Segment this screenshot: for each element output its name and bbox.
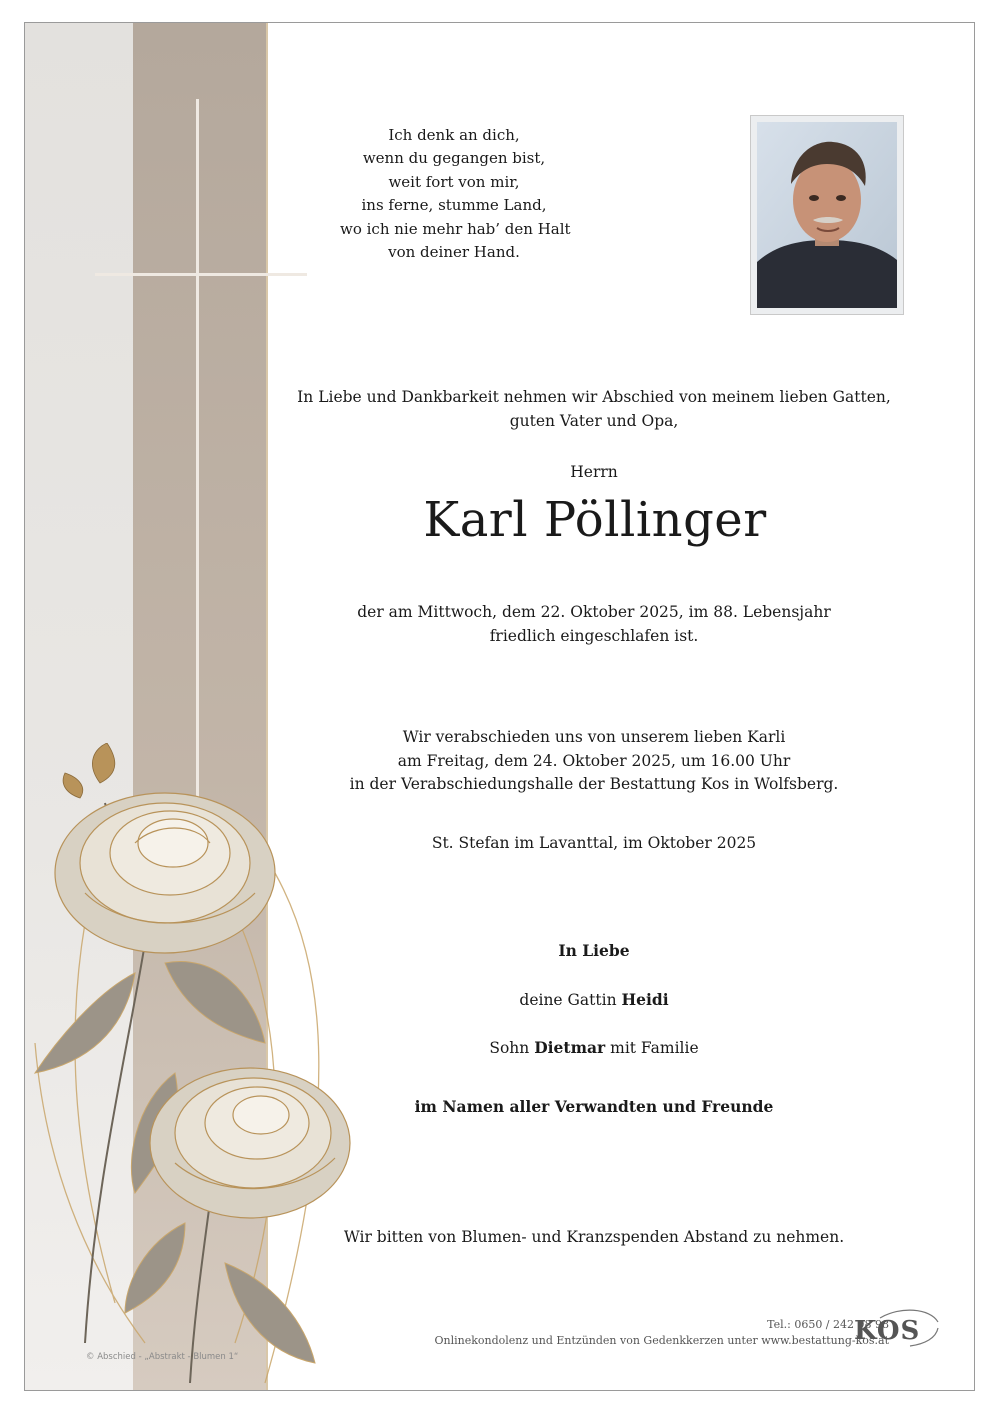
in-love-heading: In Liebe — [558, 941, 630, 960]
kos-logo — [850, 1306, 940, 1350]
son-suffix: mit Familie — [610, 1039, 699, 1057]
portrait-photo-frame — [750, 115, 904, 315]
portrait-photo — [757, 122, 897, 308]
logo-text: KOS — [854, 1316, 921, 1346]
mourner-son — [420, 1038, 768, 1057]
poem-line: wo ich nie mehr hab’ den Halt — [340, 219, 571, 238]
funeral-line: am Freitag, dem 24. Oktober 2025, um 16.00 Uhr — [397, 751, 791, 770]
poem-line: weit fort von mir, — [388, 172, 520, 191]
death-notice-line: friedlich eingeschlafen ist. — [489, 626, 699, 645]
deceased-name: Karl Pöllinger — [423, 492, 767, 548]
mourners-all: im Namen aller Verwandten und Freunde — [414, 1097, 774, 1116]
flowers-note: Wir bitten von Blumen- und Kranzspenden Abstand zu nehmen. — [343, 1228, 845, 1246]
poem-line: Ich denk an dich, — [388, 126, 520, 144]
funeral-line: Wir verabschieden uns von unserem lieben Karli — [402, 728, 786, 746]
intro-text — [290, 386, 898, 433]
poem-line: ins ferne, stumme Land, — [361, 196, 547, 215]
intro-line: In Liebe und Dankbarkeit nehmen wir Abschied von meinem lieben Gatten, — [297, 388, 891, 406]
death-notice-line: der am Mittwoch, dem 22. Oktober 2025, im 88. Lebensjahr — [357, 603, 831, 621]
son-name: Dietmar — [534, 1038, 606, 1057]
death-notice — [340, 601, 848, 648]
wife-prefix: deine Gattin — [519, 991, 617, 1009]
funeral-line: in der Verabschiedungshalle der Bestattung Kos in Wolfsberg. — [349, 775, 839, 793]
son-prefix: Sohn — [489, 1039, 530, 1057]
image-copyright: © Abschied - „Abstrakt - Blumen 1“ — [86, 1352, 239, 1362]
cross-vertical-bar — [196, 99, 199, 799]
poem — [340, 124, 571, 264]
phone-number: Tel.: 0650 / 242 98 98 — [767, 1318, 889, 1331]
place-date: St. Stefan im Lavanttal, im Oktober 2025 — [431, 834, 757, 852]
funeral-details — [340, 726, 848, 797]
cross-horizontal-bar — [95, 273, 307, 276]
intro-line: guten Vater und Opa, — [509, 411, 679, 430]
poem-line: wenn du gegangen bist, — [362, 149, 546, 168]
online-condolence-note: Onlinekondolenz und Entzünden von Gedenkkerzen unter www.bestattung-kos.at — [434, 1334, 889, 1347]
wife-name: Heidi — [621, 990, 669, 1009]
salutation: Herrn — [570, 463, 618, 481]
poem-line: von deiner Hand. — [388, 243, 520, 262]
rose-illustration — [25, 743, 365, 1391]
mourner-wife — [420, 990, 768, 1009]
